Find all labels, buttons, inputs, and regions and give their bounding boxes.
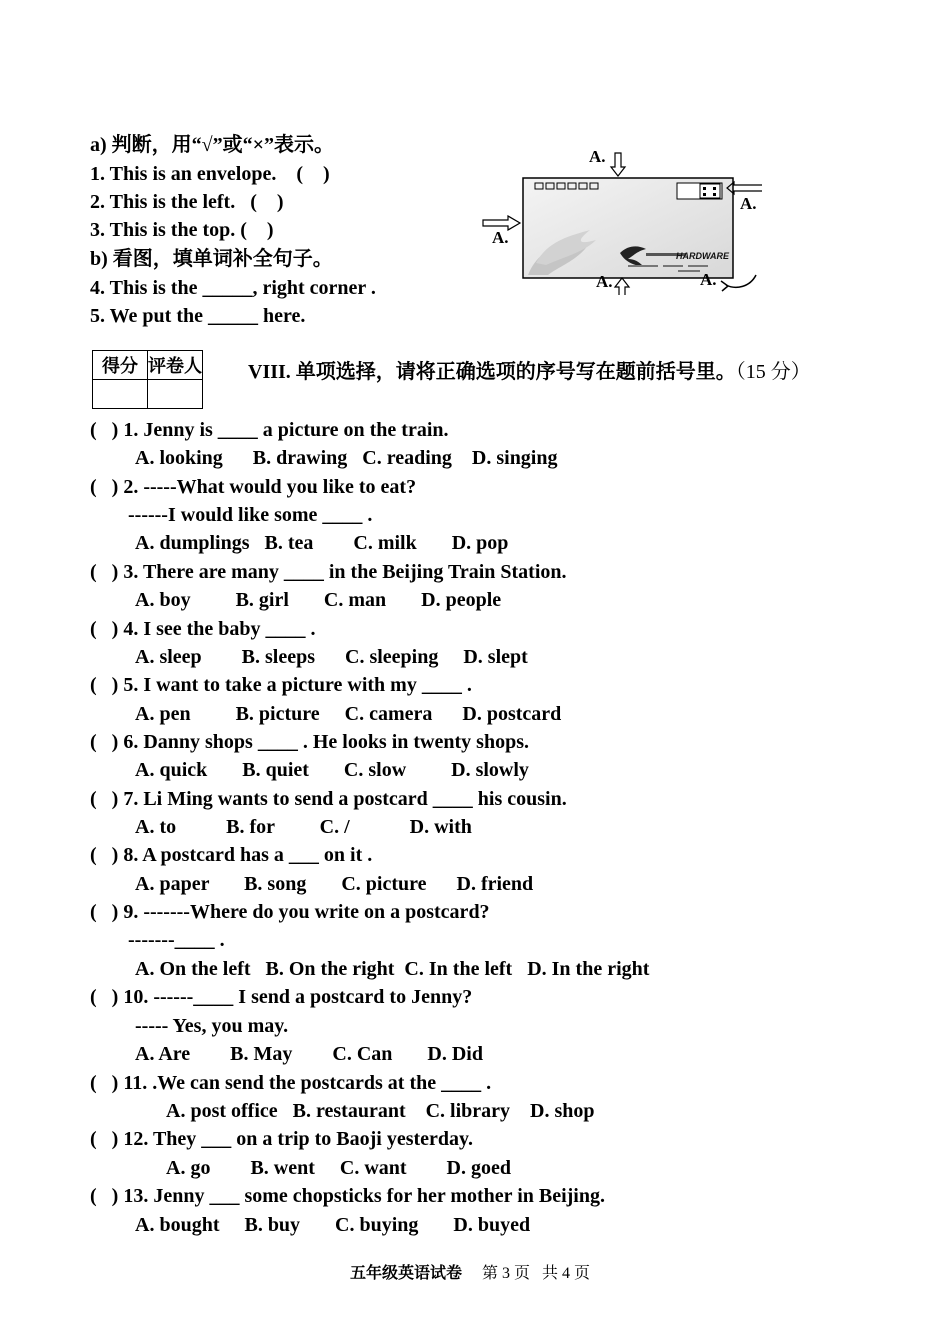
question-8-options: A. paper B. song C. picture D. friend <box>135 873 534 895</box>
question-10: ( ) 10. ------____ I send a postcard to Jenny? <box>90 986 473 1008</box>
part-a-heading: a) 判断，用“√”或“×”表示。 <box>90 134 335 156</box>
label-left: A. <box>492 228 509 247</box>
question-13-options: A. bought B. buy C. buying D. buyed <box>135 1214 531 1236</box>
true-false-item-2: 2. This is the left. ( ) <box>90 191 284 213</box>
question-4: ( ) 4. I see the baby ____ . <box>90 618 316 640</box>
question-3-options: A. boy B. girl C. man D. people <box>135 589 502 611</box>
question-9-answer-line: -------____ . <box>128 929 225 951</box>
question-2-options: A. dumplings B. tea C. milk D. pop <box>135 532 509 554</box>
question-8: ( ) 8. A postcard has a ___ on it . <box>90 844 373 866</box>
question-7-options: A. to B. for C. / D. with <box>135 816 472 838</box>
question-11: ( ) 11. .We can send the postcards at the ____ . <box>90 1072 492 1094</box>
footer-page-number: 第 3 页 共 4 页 <box>462 1265 591 1282</box>
question-10-options: A. Are B. May C. Can D. Did <box>135 1043 483 1065</box>
question-4-options: A. sleep B. sleeps C. sleeping D. slept <box>135 646 528 668</box>
question-12: ( ) 12. They ___ on a trip to Baoji yesterday. <box>90 1128 473 1150</box>
label-corner: A. <box>700 270 717 289</box>
section-title: VIII. 单项选择，请将正确选项的序号写在题前括号里。（15 分） <box>248 361 811 383</box>
score-header: 得分 <box>93 351 148 380</box>
question-10-answer-line: ----- Yes, you may. <box>135 1015 289 1037</box>
question-6: ( ) 6. Danny shops ____ . He looks in twenty shops. <box>90 731 529 753</box>
question-9-options: A. On the left B. On the right C. In the left D. In the right <box>135 958 650 980</box>
svg-text:HARDWARE: HARDWARE <box>676 251 729 261</box>
arrow-top <box>611 153 625 176</box>
question-2: ( ) 2. -----What would you like to eat? <box>90 476 417 498</box>
question-2-answer-line: ------I would like some ____ . <box>128 504 373 526</box>
label-top: A. <box>589 147 606 166</box>
arrow-bottom <box>615 278 629 295</box>
grader-header: 评卷人 <box>148 351 203 380</box>
label-right: A. <box>740 194 757 213</box>
section-score: （15 分） <box>735 361 811 383</box>
question-1-options: A. looking B. drawing C. reading D. singing <box>135 447 558 469</box>
question-6-options: A. quick B. quiet C. slow D. slowly <box>135 759 529 781</box>
fill-item-4: 4. This is the _____, right corner . <box>90 277 376 299</box>
score-cell <box>93 380 148 409</box>
question-13: ( ) 13. Jenny ___ some chopsticks for her mother in Beijing. <box>90 1185 605 1207</box>
question-1: ( ) 1. Jenny is ____ a picture on the train. <box>90 419 449 441</box>
question-3: ( ) 3. There are many ____ in the Beijing Train Station. <box>90 561 567 583</box>
question-5-options: A. pen B. picture C. camera D. postcard <box>135 703 562 725</box>
question-5: ( ) 5. I want to take a picture with my ____ . <box>90 674 472 696</box>
fill-item-5: 5. We put the _____ here. <box>90 305 306 327</box>
score-table <box>92 350 203 409</box>
part-b-heading: b) 看图，填单词补全句子。 <box>90 248 333 270</box>
grader-cell <box>148 380 203 409</box>
page-footer <box>350 1260 590 1283</box>
label-bottom: A. <box>596 272 613 291</box>
true-false-item-1: 1. This is an envelope. ( ) <box>90 163 330 185</box>
question-9: ( ) 9. -------Where do you write on a postcard? <box>90 901 490 923</box>
question-11-options: A. post office B. restaurant C. library D. shop <box>166 1100 595 1122</box>
footer-exam-title: 五年级英语试卷 <box>350 1265 463 1282</box>
envelope-figure <box>478 145 768 295</box>
question-7: ( ) 7. Li Ming wants to send a postcard ____ his cousin. <box>90 788 567 810</box>
question-12-options: A. go B. went C. want D. goed <box>166 1157 511 1179</box>
true-false-item-3: 3. This is the top. ( ) <box>90 219 274 241</box>
